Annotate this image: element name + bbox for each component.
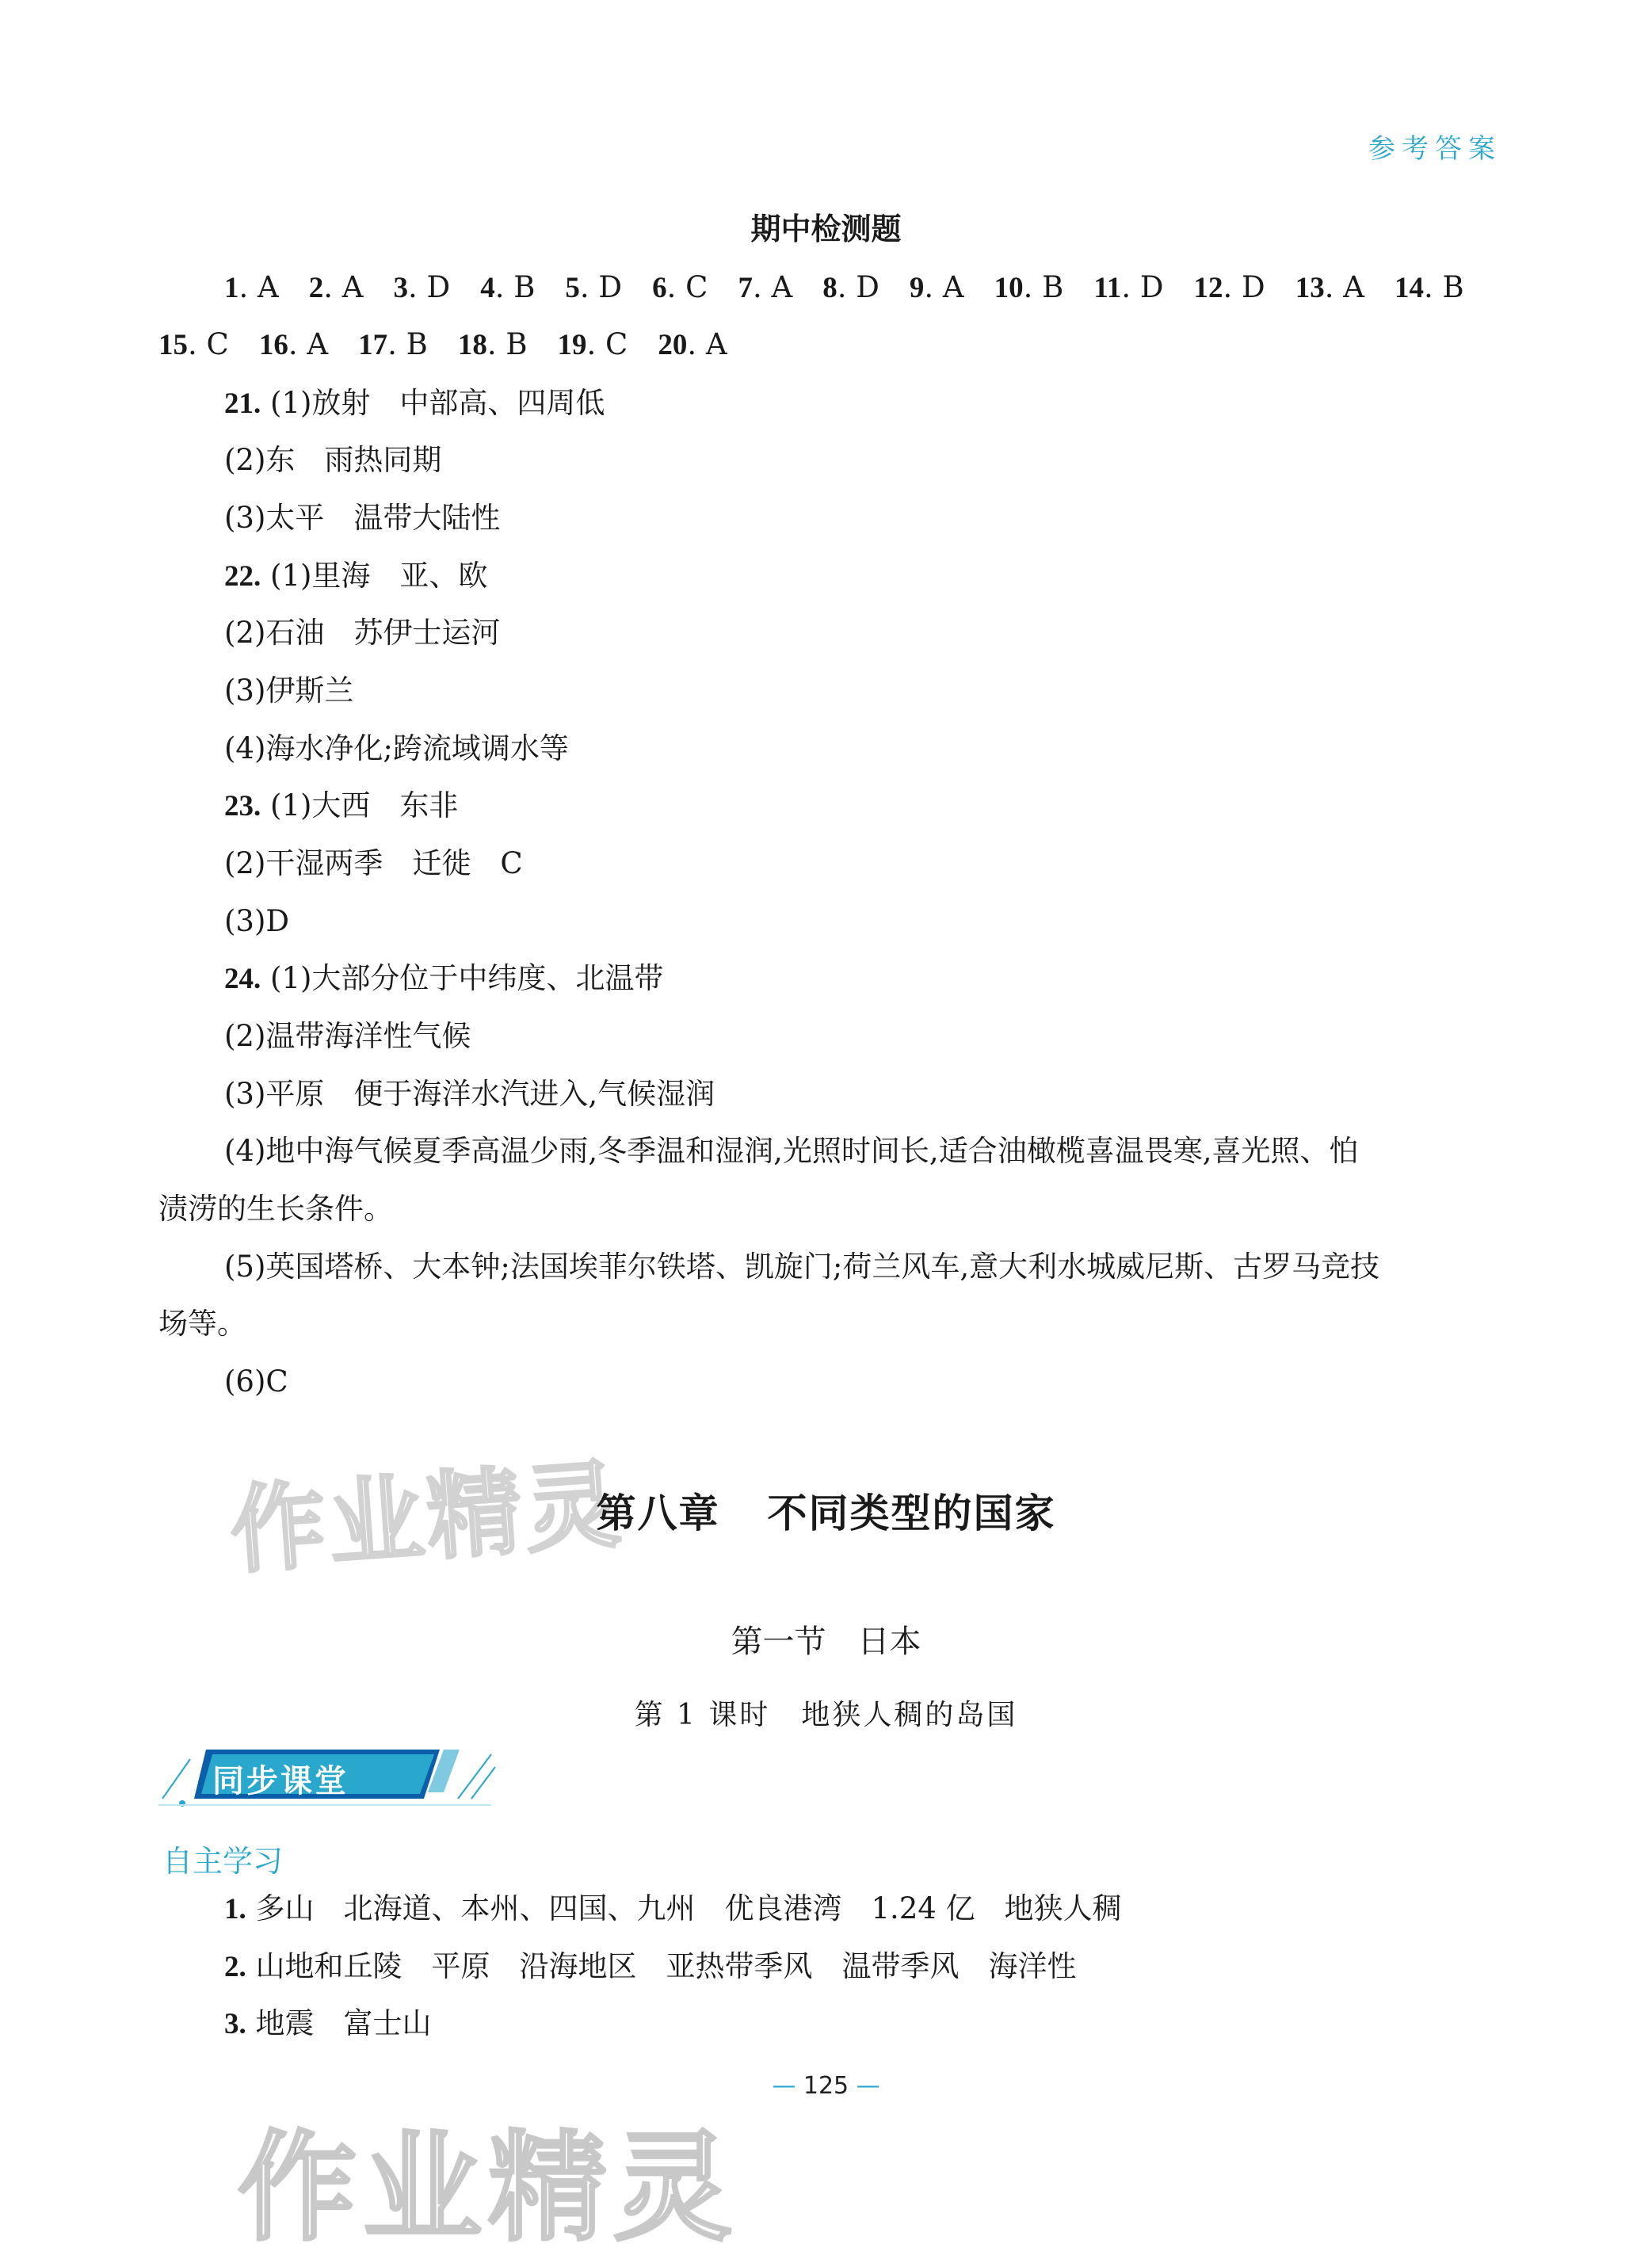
mc-answer: [1193, 270, 1265, 304]
mc-answer-letter: . C: [188, 327, 229, 361]
self-study-item-1: 1. 多山 北海道、本州、四国、九州 优良港湾 1.24 亿 地狭人稠: [224, 1891, 1122, 1925]
mc-answer-letter: . D: [408, 270, 451, 304]
lesson-title: 第 1 课时 地狭人稠的岛国: [634, 1699, 1018, 1731]
mc-question-number: 4: [480, 272, 495, 304]
mc-answer-letter: . B: [387, 327, 428, 361]
chapter-name: 不同类型的国家: [767, 1490, 1056, 1536]
mc-answer-letter: . C: [666, 270, 708, 304]
q21-part1-text: (1)放射 中部高、四周低: [270, 386, 605, 420]
mc-question-number: 13: [1295, 272, 1325, 304]
q22-part3: (3)伊斯兰: [224, 674, 354, 708]
item-text: 地震 富士山: [255, 2006, 432, 2040]
mc-answer-letter: . D: [579, 270, 623, 304]
mc-answer-letter: . A: [238, 270, 279, 304]
q24-part1-text: (1)大部分位于中纬度、北温带: [270, 961, 664, 995]
mc-question-number: 1: [224, 272, 239, 304]
mc-answer: [258, 327, 329, 361]
q24-part6: (6)C: [224, 1364, 288, 1399]
item-number: 2: [224, 1951, 239, 1983]
page-number-value: 125: [803, 2072, 849, 2100]
mc-answer-letter: . B: [1423, 270, 1464, 304]
mc-question-number: 2: [308, 272, 324, 304]
mc-answer: [308, 270, 364, 304]
mc-question-number: 10: [994, 272, 1024, 304]
self-study-heading: 自主学习: [162, 1844, 284, 1879]
mc-answer: [1394, 270, 1464, 304]
mc-question-number: 15: [158, 329, 188, 361]
mc-answer-letter: . B: [1023, 270, 1064, 304]
mc-answer: [909, 270, 964, 304]
midterm-title: 期中检测题: [750, 212, 902, 246]
section-title: 第一节 日本: [731, 1624, 921, 1660]
self-study-item-3: 3. 地震 富士山: [224, 2006, 432, 2040]
mc-answer-letter: . B: [486, 327, 528, 361]
self-study-item-2: 2. 山地和丘陵 平原 沿海地区 亚热带季风 温带季风 海洋性: [224, 1949, 1077, 1983]
watermark-upper-text: 作业精灵: [227, 1449, 627, 1588]
mc-question-number: 14: [1394, 272, 1424, 304]
q24-number: 24: [224, 963, 254, 995]
q23-part2: (2)干湿两季 迁徙 C: [224, 846, 523, 880]
mc-question-number: 11: [1093, 272, 1122, 304]
mc-answer: [158, 327, 229, 361]
mc-answer: [358, 327, 428, 361]
mc-answer: [738, 270, 793, 304]
watermark-lower: [238, 2092, 738, 2263]
mc-answers-row-2: [158, 327, 757, 361]
mc-answer-letter: . A: [323, 270, 364, 304]
q23-part1: 23. (1)大西 东非: [224, 788, 459, 822]
mc-answer: [393, 270, 451, 304]
mc-answer: [557, 327, 628, 361]
mc-answer-letter: . A: [1324, 270, 1364, 304]
mc-question-number: 5: [565, 272, 580, 304]
q22-number: 22: [224, 560, 254, 593]
mc-answer-letter: . D: [837, 270, 879, 304]
q21-part3: (3)太平 温带大陆性: [224, 501, 501, 535]
mc-answer: [1295, 270, 1364, 304]
mc-question-number: 18: [457, 329, 487, 361]
page-number: — 125 —: [772, 2072, 880, 2100]
mc-answer: [822, 270, 879, 304]
mc-answer: [224, 270, 279, 304]
mc-answer-letter: . A: [752, 270, 793, 304]
q22-part1-text: (1)里海 亚、欧: [270, 559, 488, 593]
watermark-lower-text: 作业精灵: [238, 2120, 739, 2257]
q21-number: 21: [224, 387, 254, 420]
q21-part1: 21. (1)放射 中部高、四周低: [224, 386, 605, 420]
mc-question-number: 17: [358, 329, 388, 361]
mc-answer: [480, 270, 536, 304]
q24-part2: (2)温带海洋性气候: [224, 1019, 471, 1053]
mc-answers-row-1: [224, 270, 1494, 304]
mc-answer-letter: . D: [1121, 270, 1164, 304]
mc-answer-letter: . D: [1223, 270, 1265, 304]
mc-answer-letter: . A: [687, 327, 727, 361]
mc-answer-letter: . A: [924, 270, 964, 304]
mc-answer-letter: . A: [288, 327, 329, 361]
q24-part3: (3)平原 便于海洋水汽进入,气候湿润: [224, 1077, 715, 1111]
header-tag: 参考答案: [1368, 133, 1501, 165]
mc-question-number: 3: [393, 272, 408, 304]
item-text: 山地和丘陵 平原 沿海地区 亚热带季风 温带季风 海洋性: [255, 1949, 1077, 1983]
mc-question-number: 9: [909, 272, 925, 304]
mc-answer: [658, 327, 727, 361]
q24-part4-line1: (4)地中海气候夏季高温少雨,冬季温和湿润,光照时间长,适合油橄榄喜温畏寒,喜光照、怕: [224, 1134, 1359, 1168]
mc-question-number: 20: [658, 329, 688, 361]
mc-answer: [1093, 270, 1164, 304]
q23-number: 23: [224, 790, 254, 822]
q23-part1-text: (1)大西 东非: [270, 788, 459, 822]
item-number: 3: [224, 2008, 239, 2040]
q23-part3: (3)D: [224, 904, 290, 938]
q21-part2: (2)东 雨热同期: [224, 443, 442, 477]
q22-part4: (4)海水净化;跨流域调水等: [224, 731, 569, 765]
mc-answer-letter: . C: [586, 327, 628, 361]
item-number: 1: [224, 1893, 239, 1925]
q22-part2: (2)石油 苏伊士运河: [224, 616, 501, 650]
chapter-label: 第八章: [596, 1490, 720, 1536]
mc-answer: [994, 270, 1064, 304]
mc-question-number: 8: [822, 272, 837, 304]
mc-question-number: 19: [557, 329, 587, 361]
mc-question-number: 16: [258, 329, 288, 361]
mc-question-number: 12: [1193, 272, 1223, 304]
q24-part4-line2: 渍涝的生长条件。: [158, 1192, 393, 1226]
q24-part5-line1: (5)英国塔桥、大本钟;法国埃菲尔铁塔、凯旋门;荷兰风车,意大利水城威尼斯、古罗马竞技: [224, 1250, 1380, 1284]
item-text: 多山 北海道、本州、四国、九州 优良港湾 1.24 亿 地狭人稠: [255, 1891, 1122, 1925]
q24-part1: 24. (1)大部分位于中纬度、北温带: [224, 961, 664, 995]
mc-answer: [457, 327, 528, 361]
mc-answer-letter: . B: [494, 270, 536, 304]
q22-part1: 22. (1)里海 亚、欧: [224, 559, 488, 593]
mc-question-number: 7: [738, 272, 753, 304]
mc-answer: [652, 270, 708, 304]
mc-question-number: 6: [652, 272, 667, 304]
banner-text: 同步课堂: [212, 1763, 349, 1799]
q24-part5-line2: 场等。: [158, 1307, 246, 1341]
chapter-title: [0, 1482, 1652, 1539]
mc-answer: [565, 270, 623, 304]
